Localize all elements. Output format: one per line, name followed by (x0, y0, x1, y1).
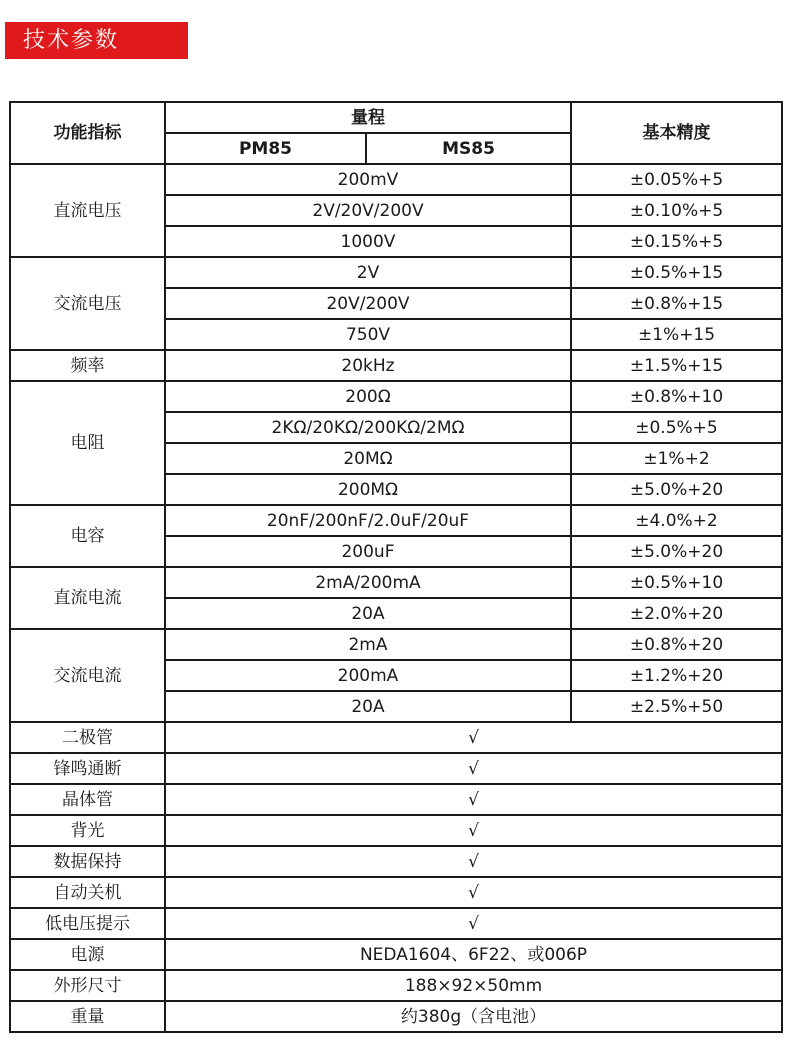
category-dc-voltage: 直流电压 (10, 164, 165, 257)
category-dc-current: 直流电流 (10, 567, 165, 629)
accuracy-cell: ±0.8%+15 (571, 288, 782, 319)
range-cell: 20MΩ (165, 443, 571, 474)
feature-value: √ (165, 877, 782, 908)
feature-row (10, 939, 782, 970)
feature-name: 数据保持 (10, 846, 165, 877)
feature-row (10, 815, 782, 846)
range-cell: 200uF (165, 536, 571, 567)
feature-name: 二极管 (10, 722, 165, 753)
feature-name: 背光 (10, 815, 165, 846)
header-accuracy: 基本精度 (571, 102, 782, 164)
header-range: 量程 (165, 102, 571, 133)
accuracy-cell: ±0.5%+10 (571, 567, 782, 598)
range-cell: 200mA (165, 660, 571, 691)
accuracy-cell: ±0.5%+5 (571, 412, 782, 443)
range-cell: 20nF/200nF/2.0uF/20uF (165, 505, 571, 536)
accuracy-cell: ±5.0%+20 (571, 474, 782, 505)
range-cell: 2V (165, 257, 571, 288)
header-function: 功能指标 (10, 102, 165, 164)
category-ac-current: 交流电流 (10, 629, 165, 722)
range-cell: 2V/20V/200V (165, 195, 571, 226)
accuracy-cell: ±1%+15 (571, 319, 782, 350)
category-capacitance: 电容 (10, 505, 165, 567)
accuracy-cell: ±0.15%+5 (571, 226, 782, 257)
accuracy-cell: ±2.5%+50 (571, 691, 782, 722)
range-cell: 2KΩ/20KΩ/200KΩ/2MΩ (165, 412, 571, 443)
feature-row (10, 722, 782, 753)
header-model-ms85: MS85 (366, 133, 571, 164)
range-cell: 20V/200V (165, 288, 571, 319)
range-cell: 20kHz (165, 350, 571, 381)
feature-row (10, 970, 782, 1001)
section-title: 技术参数 (23, 28, 120, 53)
feature-row (10, 1001, 782, 1032)
table-row (10, 164, 782, 195)
table-row (10, 381, 782, 412)
range-cell: 750V (165, 319, 571, 350)
spec-table (9, 101, 783, 1033)
feature-row (10, 908, 782, 939)
feature-name: 低电压提示 (10, 908, 165, 939)
accuracy-cell: ±0.8%+10 (571, 381, 782, 412)
range-cell: 20A (165, 598, 571, 629)
accuracy-cell: ±4.0%+2 (571, 505, 782, 536)
accuracy-cell: ±0.8%+20 (571, 629, 782, 660)
accuracy-cell: ±0.10%+5 (571, 195, 782, 226)
feature-value: √ (165, 784, 782, 815)
accuracy-cell: ±0.05%+5 (571, 164, 782, 195)
range-cell: 200Ω (165, 381, 571, 412)
table-row (10, 350, 782, 381)
table-row (10, 505, 782, 536)
category-resistance: 电阻 (10, 381, 165, 505)
category-ac-voltage: 交流电压 (10, 257, 165, 350)
feature-name: 自动关机 (10, 877, 165, 908)
range-cell: 200mV (165, 164, 571, 195)
accuracy-cell: ±2.0%+20 (571, 598, 782, 629)
feature-row (10, 877, 782, 908)
accuracy-cell: ±1%+2 (571, 443, 782, 474)
feature-row (10, 753, 782, 784)
feature-value: √ (165, 722, 782, 753)
accuracy-cell: ±1.2%+20 (571, 660, 782, 691)
accuracy-cell: ±5.0%+20 (571, 536, 782, 567)
range-cell: 2mA (165, 629, 571, 660)
feature-value: 约380g（含电池） (165, 1001, 782, 1032)
accuracy-cell: ±1.5%+15 (571, 350, 782, 381)
header-model-pm85: PM85 (165, 133, 366, 164)
feature-value: 188×92×50mm (165, 970, 782, 1001)
feature-name: 外形尺寸 (10, 970, 165, 1001)
category-frequency: 频率 (10, 350, 165, 381)
range-cell: 200MΩ (165, 474, 571, 505)
feature-value: √ (165, 908, 782, 939)
feature-value: √ (165, 753, 782, 784)
range-cell: 1000V (165, 226, 571, 257)
feature-name: 重量 (10, 1001, 165, 1032)
range-cell: 2mA/200mA (165, 567, 571, 598)
feature-row (10, 784, 782, 815)
feature-name: 晶体管 (10, 784, 165, 815)
feature-value: NEDA1604、6F22、或006P (165, 939, 782, 970)
feature-row (10, 846, 782, 877)
range-cell: 20A (165, 691, 571, 722)
accuracy-cell: ±0.5%+15 (571, 257, 782, 288)
table-row (10, 629, 782, 660)
table-header-row (10, 102, 782, 133)
table-row (10, 257, 782, 288)
feature-name: 电源 (10, 939, 165, 970)
table-row (10, 567, 782, 598)
feature-value: √ (165, 815, 782, 846)
feature-value: √ (165, 846, 782, 877)
feature-name: 锋鸣通断 (10, 753, 165, 784)
section-title-banner (5, 22, 188, 59)
